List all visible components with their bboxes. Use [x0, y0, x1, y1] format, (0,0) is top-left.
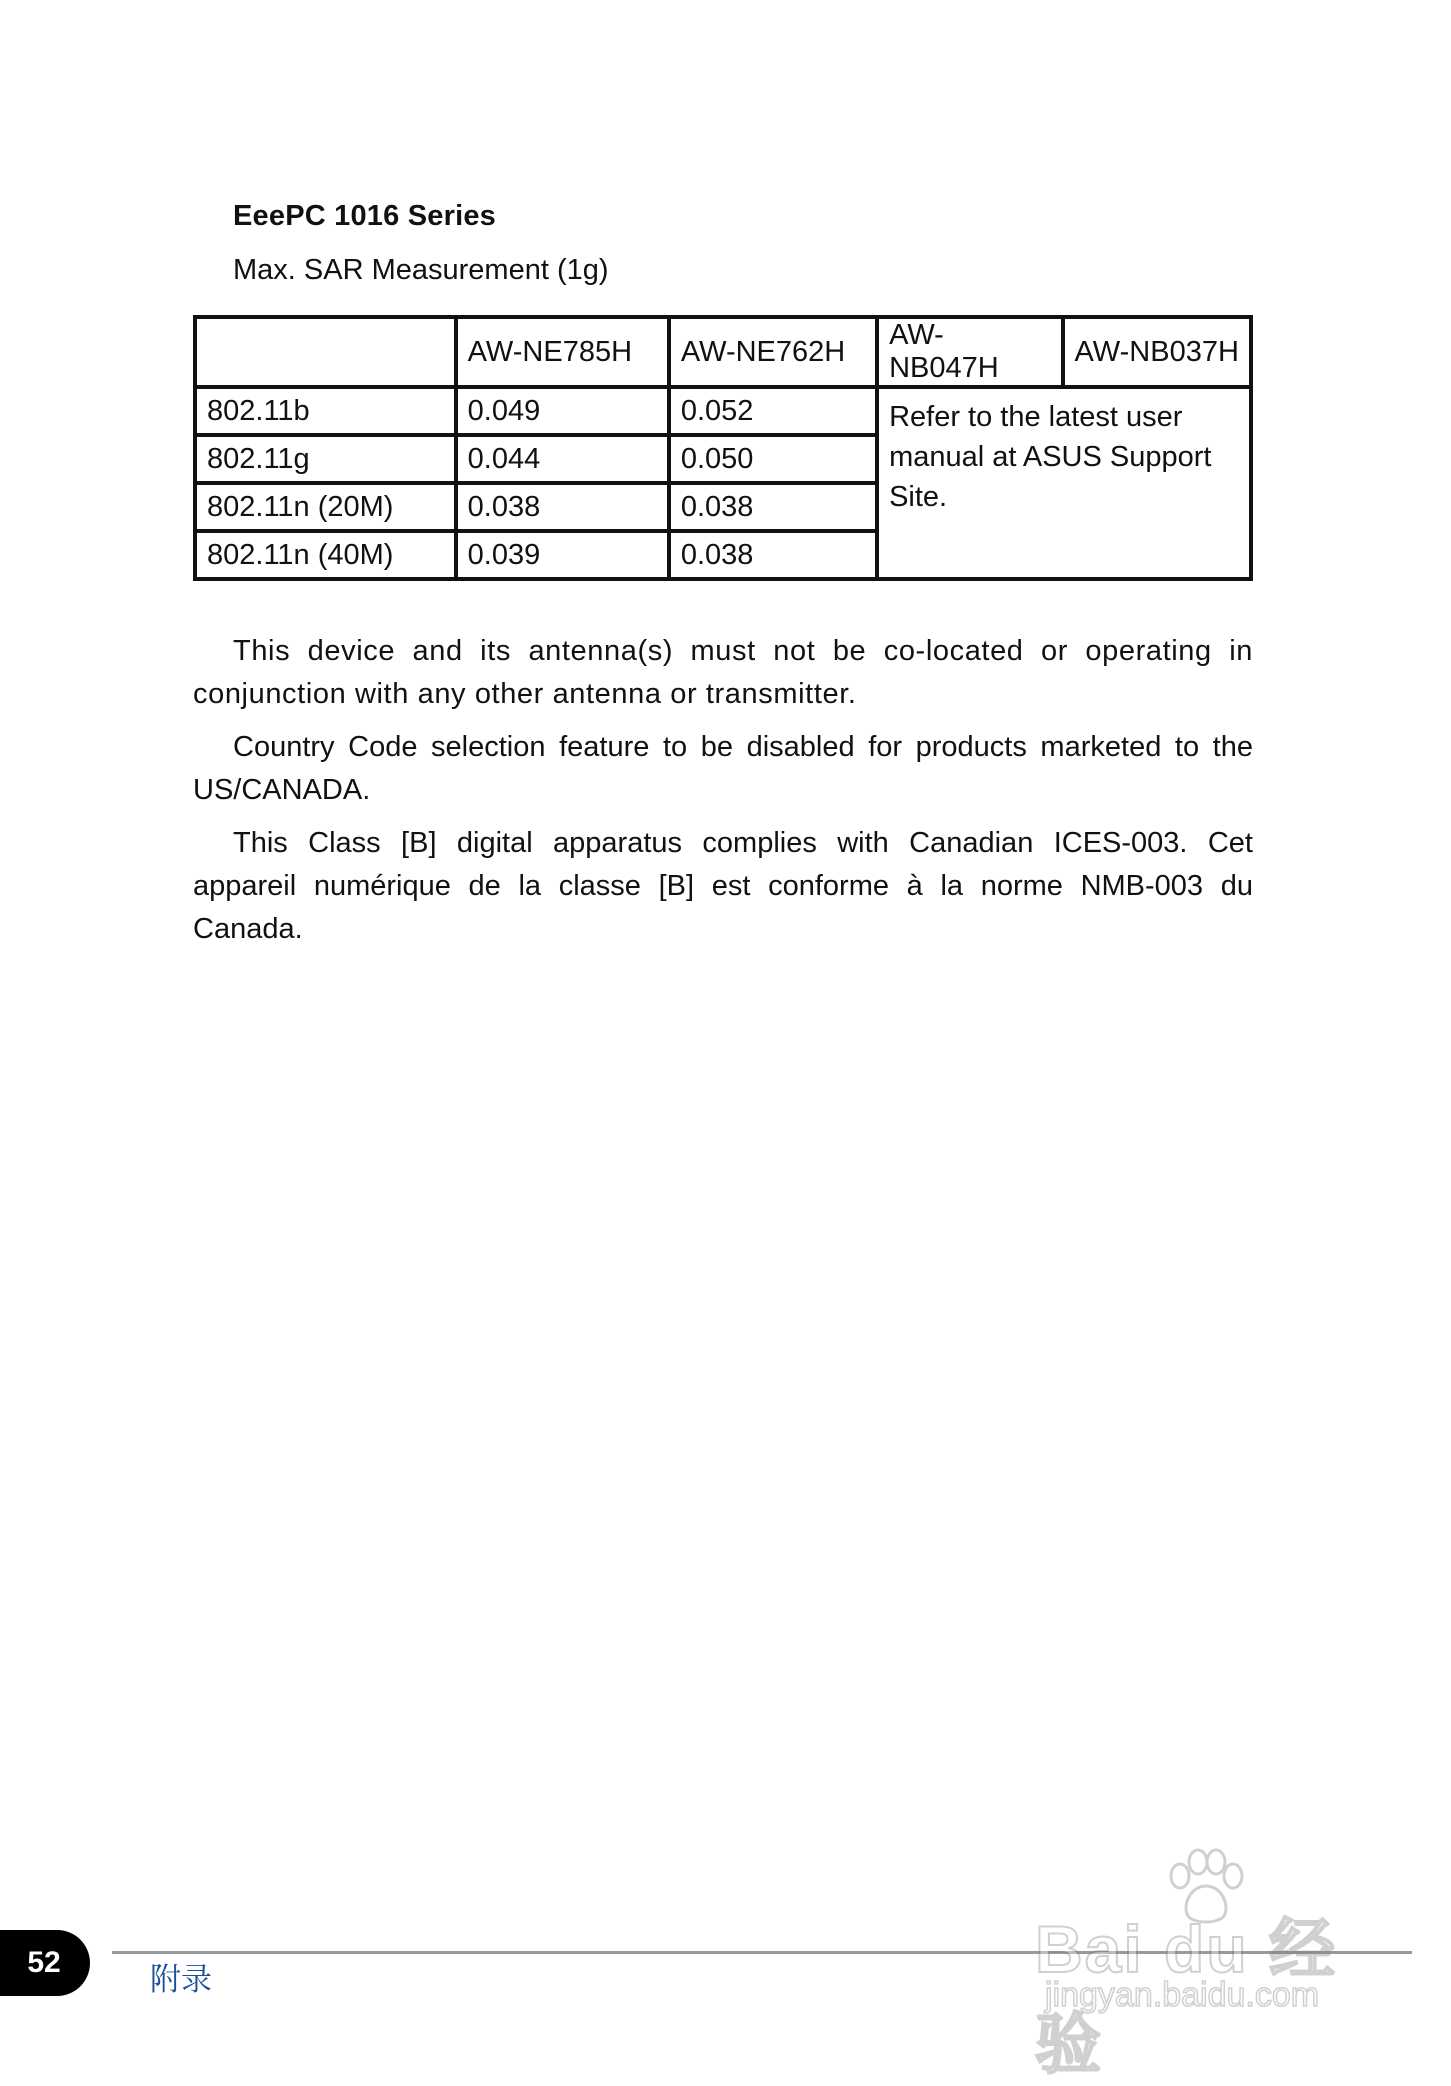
row-label: 802.11n (20M) [195, 483, 456, 531]
page-number-badge [0, 1930, 90, 1996]
table-row [195, 387, 1251, 435]
watermark-url: jingyan.baidu.com [1045, 1976, 1320, 2014]
country-code-paragraph: Country Code selection feature to be disabled for products marketed to the US/CANADA. [193, 731, 1253, 806]
table-caption: Max. SAR Measurement (1g) [233, 254, 609, 286]
watermark-brand: Bai du 经验 [1035, 1912, 1338, 2081]
colocation-paragraph: This device and its antenna(s) must not be co-located or operating in conjunction with any other antenna or transmitter. [193, 635, 1253, 710]
watermark [1035, 1848, 1365, 2081]
value-cell: 0.038 [669, 483, 877, 531]
footer-section-title: 附录 [150, 1962, 212, 1998]
value-cell: 0.044 [456, 435, 669, 483]
support-note-cell: Refer to the latest user manual at ASUS Support Site. [877, 387, 1251, 579]
value-cell: 0.050 [669, 435, 877, 483]
row-label: 802.11b [195, 387, 456, 435]
header-cell-aw-ne785h: AW-NE785H [456, 317, 669, 387]
header-cell-aw-nb047h: AW-NB047H [877, 317, 1062, 387]
row-label: 802.11n (40M) [195, 531, 456, 579]
value-cell: 0.039 [456, 531, 669, 579]
ices-compliance-paragraph: This Class [B] digital apparatus complies with Canadian ICES-003. Cet appareil numérique de la classe [B] est conforme à la norme NMB-003 du Canada. [193, 827, 1253, 945]
page-heading: EeePC 1016 Series [233, 200, 496, 232]
header-cell-aw-ne762h: AW-NE762H [669, 317, 877, 387]
value-cell: 0.052 [669, 387, 877, 435]
sar-table [193, 315, 1253, 581]
row-label: 802.11g [195, 435, 456, 483]
header-cell-aw-nb037h: AW-NB037H [1063, 317, 1251, 387]
value-cell: 0.038 [456, 483, 669, 531]
table-header-row [195, 317, 1251, 387]
page-number: 52 [27, 1946, 61, 1979]
header-cell-blank [195, 317, 456, 387]
value-cell: 0.038 [669, 531, 877, 579]
value-cell: 0.049 [456, 387, 669, 435]
